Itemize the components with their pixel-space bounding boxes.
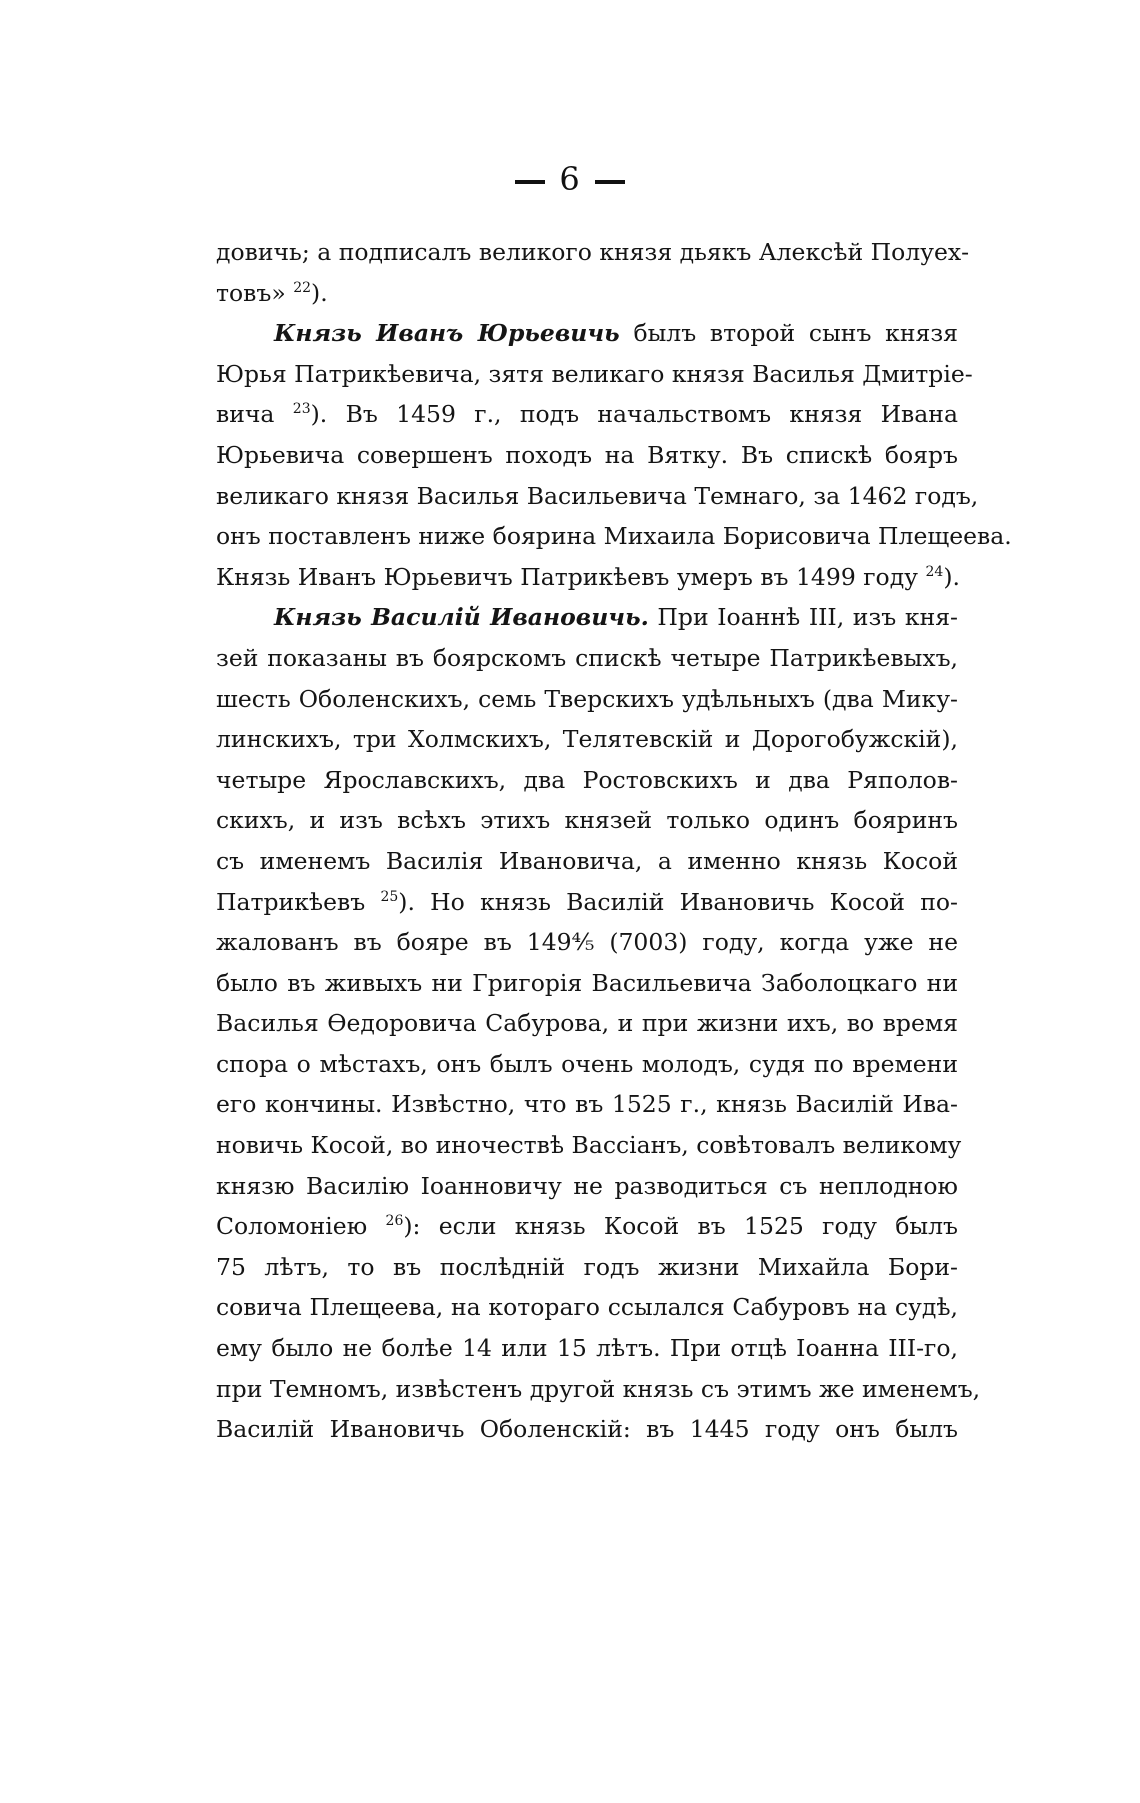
text-line: при Темномъ, извѣстенъ другой князь съ этимъ же именемъ, (216, 1374, 981, 1403)
text-line: жалованъ въ бояре въ 149⁴⁄₅ (7003) году, когда уже не (216, 928, 958, 957)
text-line: четыре Ярославскихъ, два Ростовскихъ и два Ряполов- (216, 765, 958, 794)
text-line: шесть Оболенскихъ, семь Тверскихъ удѣльныхъ (два Мику- (216, 684, 958, 713)
person-name-emphasis: Князь Василій Ивановичь. (274, 603, 649, 632)
footnote-ref: 24 (925, 563, 944, 580)
text-line: вича $^{23}$). Въ 1459 г., подъ начальствомъ князя Ивана (216, 400, 958, 429)
text-line: Соломоніею $^{26}$): если князь Косой въ 1525 году былъ (216, 1212, 958, 1241)
text-line: ему было не болѣе 14 или 15 лѣтъ. При отцѣ Іоанна III-го, (216, 1334, 958, 1363)
text-line: князю Василію Іоанновичу не разводиться съ неплодною (216, 1171, 958, 1200)
page-number-dash-right (595, 180, 625, 184)
person-name-emphasis: Князь Иванъ Юрьевичь (274, 319, 620, 348)
text-line: 75 лѣтъ, то въ послѣдній годъ жизни Михайла Бори- (216, 1252, 958, 1281)
page-number-value: 6 (559, 160, 581, 198)
text-line: совича Плещеева, на котораго ссылался Сабуровъ на судѣ, (216, 1293, 958, 1322)
footnote-ref: 25 (380, 888, 399, 905)
footnote-ref: 22 (293, 279, 312, 296)
text-line: его кончины. Извѣстно, что въ 1525 г., князь Василій Ива- (216, 1090, 958, 1119)
footnote-ref: 26 (385, 1213, 404, 1230)
text-line: Юрьевича совершенъ походъ на Вятку. Въ спискѣ бояръ (216, 440, 958, 469)
text-line: спора о мѣстахъ, онъ былъ очень молодъ, судя по времени (216, 1049, 958, 1078)
page-number-dash-left (515, 180, 545, 184)
text-line: Князь Иванъ Юрьевичъ Патрикѣевъ умеръ въ 1499 году $^{24}$). (216, 562, 960, 591)
text-line: Василья Өедоровича Сабурова, и при жизни ихъ, во время (216, 1009, 958, 1038)
text-line: съ именемъ Василія Ивановича, а именно князь Косой (216, 846, 958, 875)
text-line: было въ живыхъ ни Григорія Васильевича Заболоцкаго ни (216, 968, 958, 997)
text-line: зей показаны въ боярскомъ спискѣ четыре Патрикѣевыхъ, (216, 643, 958, 672)
footnote-ref: 23 (292, 401, 311, 418)
text-line: Патрикѣевъ $^{25}$). Но князь Василій Ивановичь Косой по- (216, 887, 958, 916)
text-line: великаго князя Василья Васильевича Темнаго, за 1462 годъ, (216, 481, 979, 510)
page-number (0, 160, 1140, 198)
text-line: онъ поставленъ ниже боярина Михаила Борисовича Плещеева. (216, 522, 1012, 551)
text-line: Князь Василій Ивановичь. При Іоаннѣ III, изъ кня- (274, 603, 958, 632)
text-line: Юрья Патрикѣевича, зятя великаго князя Василья Дмитріе- (216, 359, 973, 388)
text-line: новичь Косой, во иночествѣ Вассіанъ, совѣтовалъ великому (216, 1131, 962, 1160)
text-line: довичь; а подписалъ великого князя дьякъ Алексѣй Полуех- (216, 238, 970, 266)
text-line: линскихъ, три Холмскихъ, Телятевскій и Дорогобужскій), (216, 725, 958, 754)
text-line: Василій Ивановичь Оболенскій: въ 1445 году онъ былъ (216, 1415, 958, 1444)
text-line: Князь Иванъ Юрьевичь былъ второй сынъ князя (274, 319, 958, 348)
text-line: скихъ, и изъ всѣхъ этихъ князей только одинъ бояринъ (216, 806, 958, 835)
text-line: товъ» $^{22}$). (216, 278, 328, 307)
body-text (216, 232, 1012, 1450)
